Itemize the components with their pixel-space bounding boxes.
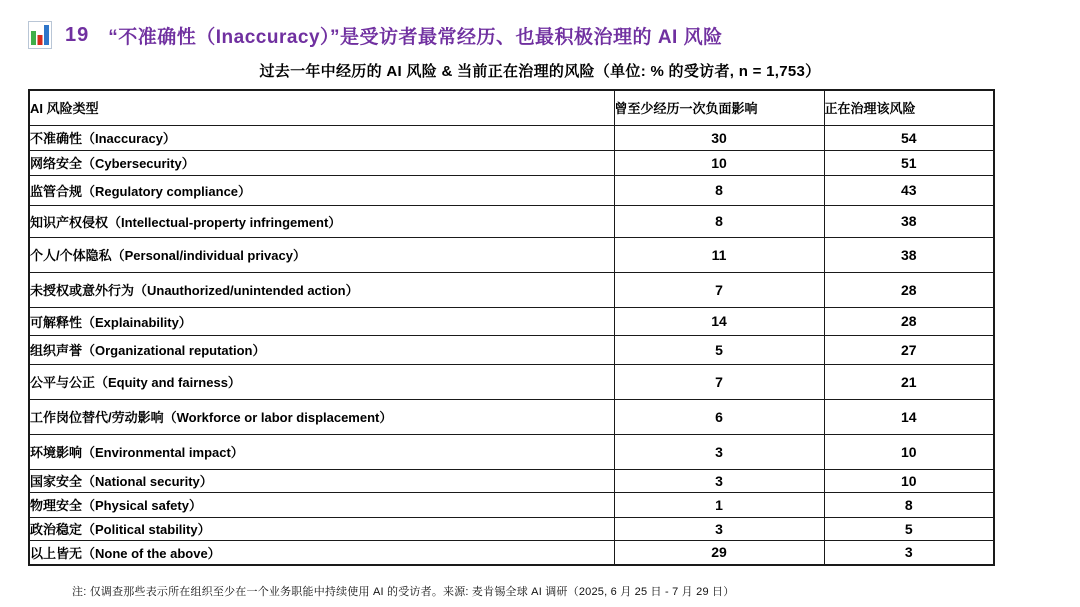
experienced-value: 11	[614, 237, 824, 272]
risk-label: 工作岗位替代/劳动影响（Workforce or labor displacement）	[29, 399, 614, 434]
risk-label: 物理安全（Physical safety）	[29, 492, 614, 517]
mitigating-value: 51	[824, 150, 994, 175]
risk-label: 组织声誉（Organizational reputation）	[29, 335, 614, 364]
experienced-value: 8	[614, 205, 824, 237]
experienced-value: 7	[614, 272, 824, 307]
table-row	[29, 364, 994, 399]
table-row	[29, 492, 994, 517]
table-header-row	[29, 90, 994, 125]
experienced-value: 5	[614, 335, 824, 364]
table-row	[29, 125, 994, 150]
risk-label: 以上皆无（None of the above）	[29, 540, 614, 565]
column-header-experienced: 曾至少经历一次负面影响	[614, 90, 824, 125]
table-body	[29, 125, 994, 565]
risk-label: 知识产权侵权（Intellectual-property infringement）	[29, 205, 614, 237]
bar-chart-icon	[28, 20, 52, 50]
risk-label: 网络安全（Cybersecurity）	[29, 150, 614, 175]
risk-label: 环境影响（Environmental impact）	[29, 434, 614, 469]
mitigating-value: 10	[824, 434, 994, 469]
table-subtitle: 过去一年中经历的 AI 风险 & 当前正在治理的风险（单位: % 的受访者, n = 1,753）	[259, 63, 821, 80]
risk-label: 未授权或意外行为（Unauthorized/unintended action）	[29, 272, 614, 307]
mitigating-value: 54	[824, 125, 994, 150]
mitigating-value: 27	[824, 335, 994, 364]
column-header-mitigating: 正在治理该风险	[824, 90, 994, 125]
risk-label: 公平与公正（Equity and fairness）	[29, 364, 614, 399]
mitigating-value: 43	[824, 175, 994, 205]
table-row	[29, 150, 994, 175]
risk-label: 不准确性（Inaccuracy）	[29, 125, 614, 150]
mitigating-value: 10	[824, 469, 994, 492]
exhibit-number: 19	[65, 23, 90, 46]
table-row	[29, 175, 994, 205]
table-row	[29, 540, 994, 565]
table-row	[29, 237, 994, 272]
exhibit-header	[0, 0, 1080, 51]
risk-table	[28, 89, 995, 566]
table-row	[29, 434, 994, 469]
table-row	[29, 399, 994, 434]
mitigating-value: 21	[824, 364, 994, 399]
experienced-value: 8	[614, 175, 824, 205]
risk-label: 可解释性（Explainability）	[29, 307, 614, 335]
mitigating-value: 14	[824, 399, 994, 434]
experienced-value: 30	[614, 125, 824, 150]
footnote: 注: 仅调查那些表示所在组织至少在一个业务职能中持续使用 AI 的受访者。来源: 麦肯锡全球 AI 调研（2025, 6 月 25 日 - 7 月 29 日）	[72, 586, 735, 598]
column-header-risk-type: AI 风险类型	[29, 90, 614, 125]
experienced-value: 3	[614, 469, 824, 492]
experienced-value: 6	[614, 399, 824, 434]
mitigating-value: 28	[824, 272, 994, 307]
mitigating-value: 3	[824, 540, 994, 565]
experienced-value: 7	[614, 364, 824, 399]
experienced-value: 3	[614, 434, 824, 469]
table-row	[29, 272, 994, 307]
table-row	[29, 335, 994, 364]
table-row	[29, 469, 994, 492]
risk-label: 国家安全（National security）	[29, 469, 614, 492]
risk-label: 监管合规（Regulatory compliance）	[29, 175, 614, 205]
mitigating-value: 28	[824, 307, 994, 335]
experienced-value: 29	[614, 540, 824, 565]
experienced-value: 10	[614, 150, 824, 175]
experienced-value: 14	[614, 307, 824, 335]
table-row	[29, 307, 994, 335]
table-row	[29, 205, 994, 237]
risk-label: 政治稳定（Political stability）	[29, 517, 614, 540]
mitigating-value: 5	[824, 517, 994, 540]
table-row	[29, 517, 994, 540]
mitigating-value: 38	[824, 237, 994, 272]
mitigating-value: 38	[824, 205, 994, 237]
experienced-value: 1	[614, 492, 824, 517]
risk-label: 个人/个体隐私（Personal/individual privacy）	[29, 237, 614, 272]
exhibit-title: “不准确性（Inaccuracy）”是受访者最常经历、也最积极治理的 AI 风险	[108, 26, 723, 48]
mitigating-value: 8	[824, 492, 994, 517]
experienced-value: 3	[614, 517, 824, 540]
